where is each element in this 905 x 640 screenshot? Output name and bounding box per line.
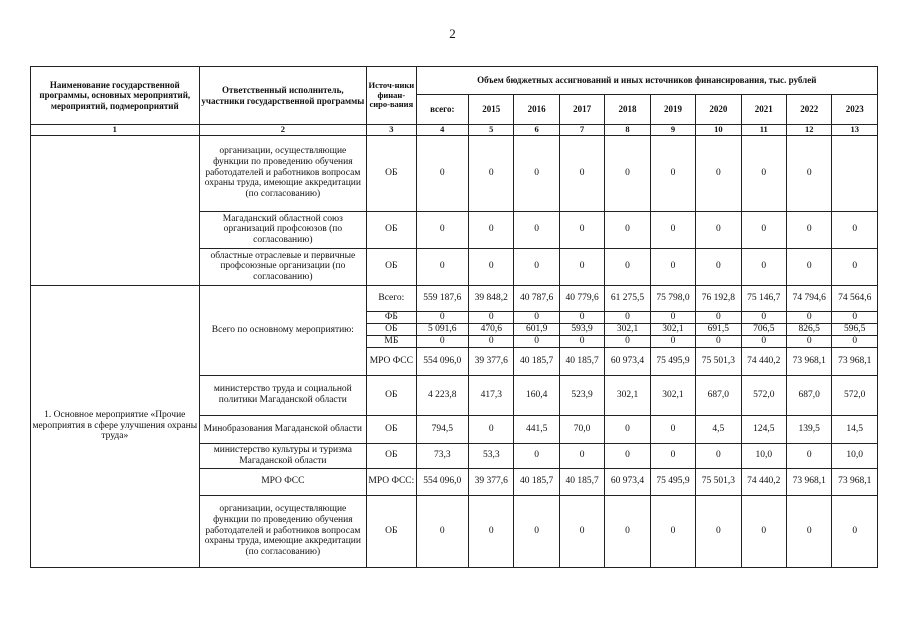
table-row bbox=[31, 135, 878, 211]
value-cell: 4 223,8 bbox=[416, 375, 468, 415]
index-row bbox=[31, 125, 878, 136]
col-index: 13 bbox=[832, 125, 878, 136]
value-cell: 0 bbox=[650, 311, 695, 323]
value-cell: 0 bbox=[832, 311, 878, 323]
value-cell: 40 185,7 bbox=[514, 347, 559, 375]
executor-cell: Магаданский областной союз организаций профсоюзов (по согласованию) bbox=[199, 211, 367, 248]
value-cell: 0 bbox=[741, 248, 786, 285]
value-cell: 0 bbox=[469, 135, 514, 211]
value-cell: 40 779,6 bbox=[559, 285, 604, 311]
header-budget: Объем бюджетных ассигнований и иных источников финансирования, тыс. рублей bbox=[416, 67, 877, 95]
value-cell: 0 bbox=[514, 135, 559, 211]
source-cell: Всего: bbox=[367, 285, 416, 311]
value-cell: 0 bbox=[650, 415, 695, 443]
executor-cell: министерство труда и социальной политики Магаданской области bbox=[199, 375, 367, 415]
value-cell: 0 bbox=[696, 135, 741, 211]
value-cell: 0 bbox=[832, 211, 878, 248]
value-cell: 0 bbox=[416, 211, 468, 248]
value-cell: 0 bbox=[469, 248, 514, 285]
source-cell: ОБ bbox=[367, 495, 416, 567]
source-cell: МРО ФСС bbox=[367, 347, 416, 375]
value-cell: 14,5 bbox=[832, 415, 878, 443]
header-year: 2020 bbox=[696, 95, 741, 125]
value-cell: 74 440,2 bbox=[741, 347, 786, 375]
header-executor: Ответственный исполнитель, участники государственной программы bbox=[199, 67, 367, 125]
value-cell: 596,5 bbox=[832, 323, 878, 335]
value-cell: 0 bbox=[469, 335, 514, 347]
source-cell: ФБ bbox=[367, 311, 416, 323]
value-cell: 53,3 bbox=[469, 443, 514, 468]
value-cell: 302,1 bbox=[605, 375, 650, 415]
value-cell: 0 bbox=[787, 135, 832, 211]
col-index: 2 bbox=[199, 125, 367, 136]
executor-cell: МРО ФСС bbox=[199, 468, 367, 495]
value-cell: 0 bbox=[832, 248, 878, 285]
value-cell: 0 bbox=[696, 311, 741, 323]
value-cell: 593,9 bbox=[559, 323, 604, 335]
col-index: 12 bbox=[787, 125, 832, 136]
value-cell: 601,9 bbox=[514, 323, 559, 335]
header-year: 2019 bbox=[650, 95, 695, 125]
source-cell: ОБ bbox=[367, 248, 416, 285]
value-cell: 417,3 bbox=[469, 375, 514, 415]
value-cell: 441,5 bbox=[514, 415, 559, 443]
value-cell: 60 973,4 bbox=[605, 468, 650, 495]
executor-cell: организации, осуществляющие функции по проведению обучения работодателей и работников вопросам охраны труда, имеющие аккредитации (по согласованию) bbox=[199, 135, 367, 211]
col-index: 10 bbox=[696, 125, 741, 136]
value-cell: 0 bbox=[605, 335, 650, 347]
value-cell: 0 bbox=[559, 495, 604, 567]
value-cell: 302,1 bbox=[650, 323, 695, 335]
value-cell: 61 275,5 bbox=[605, 285, 650, 311]
value-cell: 0 bbox=[832, 495, 878, 567]
value-cell: 0 bbox=[787, 311, 832, 323]
value-cell: 160,4 bbox=[514, 375, 559, 415]
value-cell: 75 146,7 bbox=[741, 285, 786, 311]
value-cell: 0 bbox=[559, 443, 604, 468]
value-cell: 60 973,4 bbox=[605, 347, 650, 375]
header-year: 2015 bbox=[469, 95, 514, 125]
source-cell: ОБ bbox=[367, 135, 416, 211]
value-cell: 0 bbox=[559, 248, 604, 285]
header-year: 2023 bbox=[832, 95, 878, 125]
value-cell: 302,1 bbox=[605, 323, 650, 335]
col-index: 5 bbox=[469, 125, 514, 136]
value-cell: 0 bbox=[787, 443, 832, 468]
value-cell: 0 bbox=[416, 135, 468, 211]
value-cell: 0 bbox=[605, 248, 650, 285]
value-cell: 39 848,2 bbox=[469, 285, 514, 311]
value-cell: 75 495,9 bbox=[650, 468, 695, 495]
source-cell: МРО ФСС: bbox=[367, 468, 416, 495]
value-cell: 0 bbox=[469, 415, 514, 443]
value-cell: 0 bbox=[650, 443, 695, 468]
value-cell: 687,0 bbox=[696, 375, 741, 415]
source-cell: МБ bbox=[367, 335, 416, 347]
value-cell: 0 bbox=[559, 311, 604, 323]
value-cell: 40 185,7 bbox=[559, 468, 604, 495]
header-year: 2016 bbox=[514, 95, 559, 125]
value-cell: 0 bbox=[787, 335, 832, 347]
value-cell: 0 bbox=[605, 211, 650, 248]
col-index: 4 bbox=[416, 125, 468, 136]
value-cell: 0 bbox=[741, 311, 786, 323]
budget-table bbox=[30, 66, 878, 568]
value-cell: 0 bbox=[605, 135, 650, 211]
value-cell: 470,6 bbox=[469, 323, 514, 335]
value-cell: 0 bbox=[416, 248, 468, 285]
value-cell: 687,0 bbox=[787, 375, 832, 415]
value-cell: 0 bbox=[787, 211, 832, 248]
value-cell: 0 bbox=[741, 335, 786, 347]
empty-name-cell bbox=[31, 135, 200, 285]
executor-cell: областные отраслевые и первичные профсоюзные организации (по согласованию) bbox=[199, 248, 367, 285]
value-cell: 73 968,1 bbox=[787, 347, 832, 375]
value-cell: 0 bbox=[416, 495, 468, 567]
value-cell: 0 bbox=[605, 495, 650, 567]
value-cell: 0 bbox=[650, 335, 695, 347]
value-cell: 0 bbox=[559, 335, 604, 347]
header-year: 2018 bbox=[605, 95, 650, 125]
value-cell: 76 192,8 bbox=[696, 285, 741, 311]
value-cell: 39 377,6 bbox=[469, 468, 514, 495]
value-cell: 75 501,3 bbox=[696, 347, 741, 375]
table-row bbox=[31, 285, 878, 311]
executor-cell: организации, осуществляющие функции по проведению обучения работодателей и работников вопросам охраны труда, имеющие аккредитации (по согласованию) bbox=[199, 495, 367, 567]
value-cell: 0 bbox=[650, 135, 695, 211]
value-cell: 10,0 bbox=[741, 443, 786, 468]
executor-cell: Минобразования Магаданской области bbox=[199, 415, 367, 443]
value-cell: 0 bbox=[514, 248, 559, 285]
value-cell: 0 bbox=[514, 495, 559, 567]
col-index: 7 bbox=[559, 125, 604, 136]
col-index: 9 bbox=[650, 125, 695, 136]
value-cell: 0 bbox=[605, 311, 650, 323]
header-total: всего: bbox=[416, 95, 468, 125]
value-cell: 10,0 bbox=[832, 443, 878, 468]
value-cell: 74 794,6 bbox=[787, 285, 832, 311]
source-cell: ОБ bbox=[367, 375, 416, 415]
value-cell: 40 787,6 bbox=[514, 285, 559, 311]
col-index: 1 bbox=[31, 125, 200, 136]
value-cell: 5 091,6 bbox=[416, 323, 468, 335]
value-cell: 75 501,3 bbox=[696, 468, 741, 495]
value-cell: 0 bbox=[696, 443, 741, 468]
value-cell: 0 bbox=[469, 211, 514, 248]
col-index: 8 bbox=[605, 125, 650, 136]
value-cell: 73 968,1 bbox=[832, 347, 878, 375]
value-cell: 40 185,7 bbox=[559, 347, 604, 375]
value-cell: 4,5 bbox=[696, 415, 741, 443]
value-cell: 0 bbox=[741, 211, 786, 248]
value-cell: 70,0 bbox=[559, 415, 604, 443]
value-cell: 559 187,6 bbox=[416, 285, 468, 311]
value-cell: 554 096,0 bbox=[416, 347, 468, 375]
value-cell: 572,0 bbox=[741, 375, 786, 415]
header-year: 2017 bbox=[559, 95, 604, 125]
activity-name-cell: 1. Основное мероприятие «Прочие мероприятия в сфере улучшения охраны труда» bbox=[31, 285, 200, 567]
value-cell: 0 bbox=[514, 443, 559, 468]
source-cell: ОБ bbox=[367, 323, 416, 335]
value-cell: 0 bbox=[650, 211, 695, 248]
col-index: 3 bbox=[367, 125, 416, 136]
page-number: 2 bbox=[449, 26, 456, 41]
value-cell: 0 bbox=[741, 135, 786, 211]
value-cell: 73 968,1 bbox=[787, 468, 832, 495]
value-cell: 0 bbox=[741, 495, 786, 567]
col-index: 6 bbox=[514, 125, 559, 136]
value-cell: 74 564,6 bbox=[832, 285, 878, 311]
value-cell: 139,5 bbox=[787, 415, 832, 443]
value-cell: 523,9 bbox=[559, 375, 604, 415]
value-cell: 794,5 bbox=[416, 415, 468, 443]
value-cell: 124,5 bbox=[741, 415, 786, 443]
value-cell: 0 bbox=[559, 135, 604, 211]
value-cell: 691,5 bbox=[696, 323, 741, 335]
value-cell: 74 440,2 bbox=[741, 468, 786, 495]
value-cell: 0 bbox=[650, 248, 695, 285]
value-cell: 39 377,6 bbox=[469, 347, 514, 375]
value-cell: 554 096,0 bbox=[416, 468, 468, 495]
header-year: 2022 bbox=[787, 95, 832, 125]
value-cell: 0 bbox=[469, 495, 514, 567]
source-cell: ОБ bbox=[367, 415, 416, 443]
value-cell bbox=[832, 135, 878, 211]
value-cell: 826,5 bbox=[787, 323, 832, 335]
value-cell: 40 185,7 bbox=[514, 468, 559, 495]
value-cell: 0 bbox=[469, 311, 514, 323]
value-cell: 0 bbox=[696, 248, 741, 285]
header-year: 2021 bbox=[741, 95, 786, 125]
value-cell: 706,5 bbox=[741, 323, 786, 335]
value-cell: 572,0 bbox=[832, 375, 878, 415]
value-cell: 75 495,9 bbox=[650, 347, 695, 375]
value-cell: 0 bbox=[605, 415, 650, 443]
value-cell: 0 bbox=[514, 311, 559, 323]
total-label-cell: Всего по основному мероприятию: bbox=[199, 285, 367, 375]
value-cell: 73,3 bbox=[416, 443, 468, 468]
executor-cell: министерство культуры и туризма Магаданской области bbox=[199, 443, 367, 468]
header-source: Источ-ники финан-сиро-вания bbox=[367, 67, 416, 125]
col-index: 11 bbox=[741, 125, 786, 136]
value-cell: 302,1 bbox=[650, 375, 695, 415]
header-name: Наименование государственной программы, основных мероприятий, мероприятий, подмероприятий bbox=[31, 67, 200, 125]
value-cell: 0 bbox=[787, 248, 832, 285]
source-cell: ОБ bbox=[367, 443, 416, 468]
value-cell: 0 bbox=[514, 211, 559, 248]
value-cell: 0 bbox=[605, 443, 650, 468]
value-cell: 0 bbox=[696, 335, 741, 347]
value-cell: 0 bbox=[696, 211, 741, 248]
source-cell: ОБ bbox=[367, 211, 416, 248]
value-cell: 0 bbox=[650, 495, 695, 567]
value-cell: 73 968,1 bbox=[832, 468, 878, 495]
value-cell: 0 bbox=[416, 311, 468, 323]
value-cell: 0 bbox=[832, 335, 878, 347]
value-cell: 0 bbox=[559, 211, 604, 248]
value-cell: 0 bbox=[696, 495, 741, 567]
value-cell: 0 bbox=[416, 335, 468, 347]
value-cell: 75 798,0 bbox=[650, 285, 695, 311]
value-cell: 0 bbox=[514, 335, 559, 347]
value-cell: 0 bbox=[787, 495, 832, 567]
